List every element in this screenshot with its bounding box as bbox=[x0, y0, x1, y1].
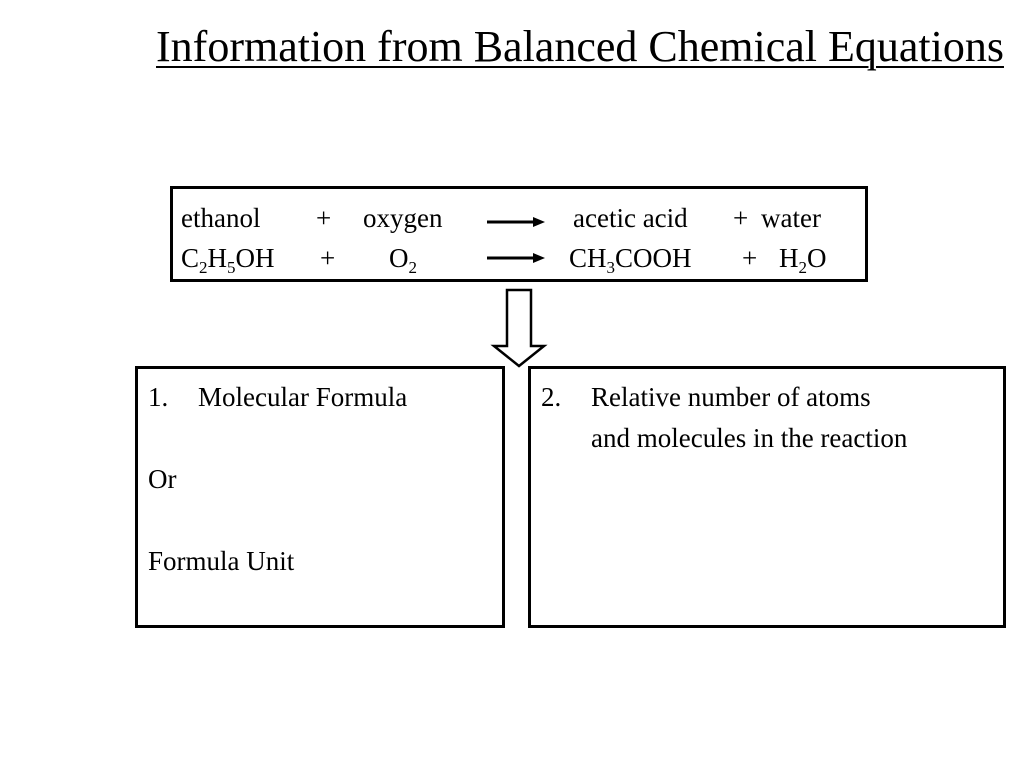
item-number: 2. bbox=[541, 382, 562, 412]
down-arrow-icon bbox=[490, 288, 548, 368]
right-arrow-icon bbox=[487, 251, 547, 265]
word-reactant-ethanol: ethanol bbox=[181, 203, 261, 233]
formula-subscript: 2 bbox=[199, 258, 208, 277]
formula-symbol: H bbox=[207, 243, 228, 273]
formula-symbol: O bbox=[807, 243, 827, 273]
formula-subscript: 5 bbox=[227, 258, 236, 277]
word-plus-1: + bbox=[316, 203, 332, 233]
word-product-water: water bbox=[761, 203, 821, 233]
formula-symbol: O bbox=[389, 243, 409, 273]
formula-plus-2: + bbox=[742, 243, 758, 273]
formula-product-water bbox=[779, 243, 827, 277]
slide-title-text: Information from Balanced Chemical Equations bbox=[156, 22, 1004, 71]
formula-symbol: OH bbox=[235, 243, 275, 273]
item-text: Molecular Formula bbox=[198, 382, 408, 412]
formula-reactant-ethanol bbox=[181, 243, 275, 277]
formula-symbol: C bbox=[181, 243, 200, 273]
molecular-formula-box bbox=[135, 366, 505, 628]
relative-number-box bbox=[528, 366, 1006, 628]
formula-product-acetic-acid bbox=[569, 243, 692, 277]
item-text-line-2: and molecules in the reaction bbox=[591, 423, 908, 453]
formula-symbol: COOH bbox=[615, 243, 692, 273]
word-plus-2: + bbox=[733, 203, 749, 233]
formula-plus-1: + bbox=[320, 243, 336, 273]
item-text-line-1: Relative number of atoms bbox=[591, 382, 871, 412]
formula-symbol: H bbox=[779, 243, 799, 273]
formula-reactant-o2 bbox=[389, 243, 417, 277]
or-text: Or bbox=[148, 464, 177, 494]
list-item bbox=[148, 377, 492, 418]
formula-subscript: 3 bbox=[606, 258, 616, 277]
slide-title bbox=[140, 18, 1020, 76]
right-arrow-icon bbox=[487, 215, 547, 229]
item-number: 1. bbox=[148, 382, 169, 412]
list-item bbox=[541, 377, 993, 459]
formula-unit-text: Formula Unit bbox=[148, 546, 295, 576]
equation-box bbox=[170, 186, 868, 282]
formula-subscript: 2 bbox=[408, 258, 417, 277]
word-product-acetic-acid: acetic acid bbox=[573, 203, 688, 233]
formula-subscript: 2 bbox=[798, 258, 807, 277]
item-text bbox=[591, 377, 907, 459]
word-reactant-oxygen: oxygen bbox=[363, 203, 443, 233]
formula-symbol: CH bbox=[569, 243, 607, 273]
